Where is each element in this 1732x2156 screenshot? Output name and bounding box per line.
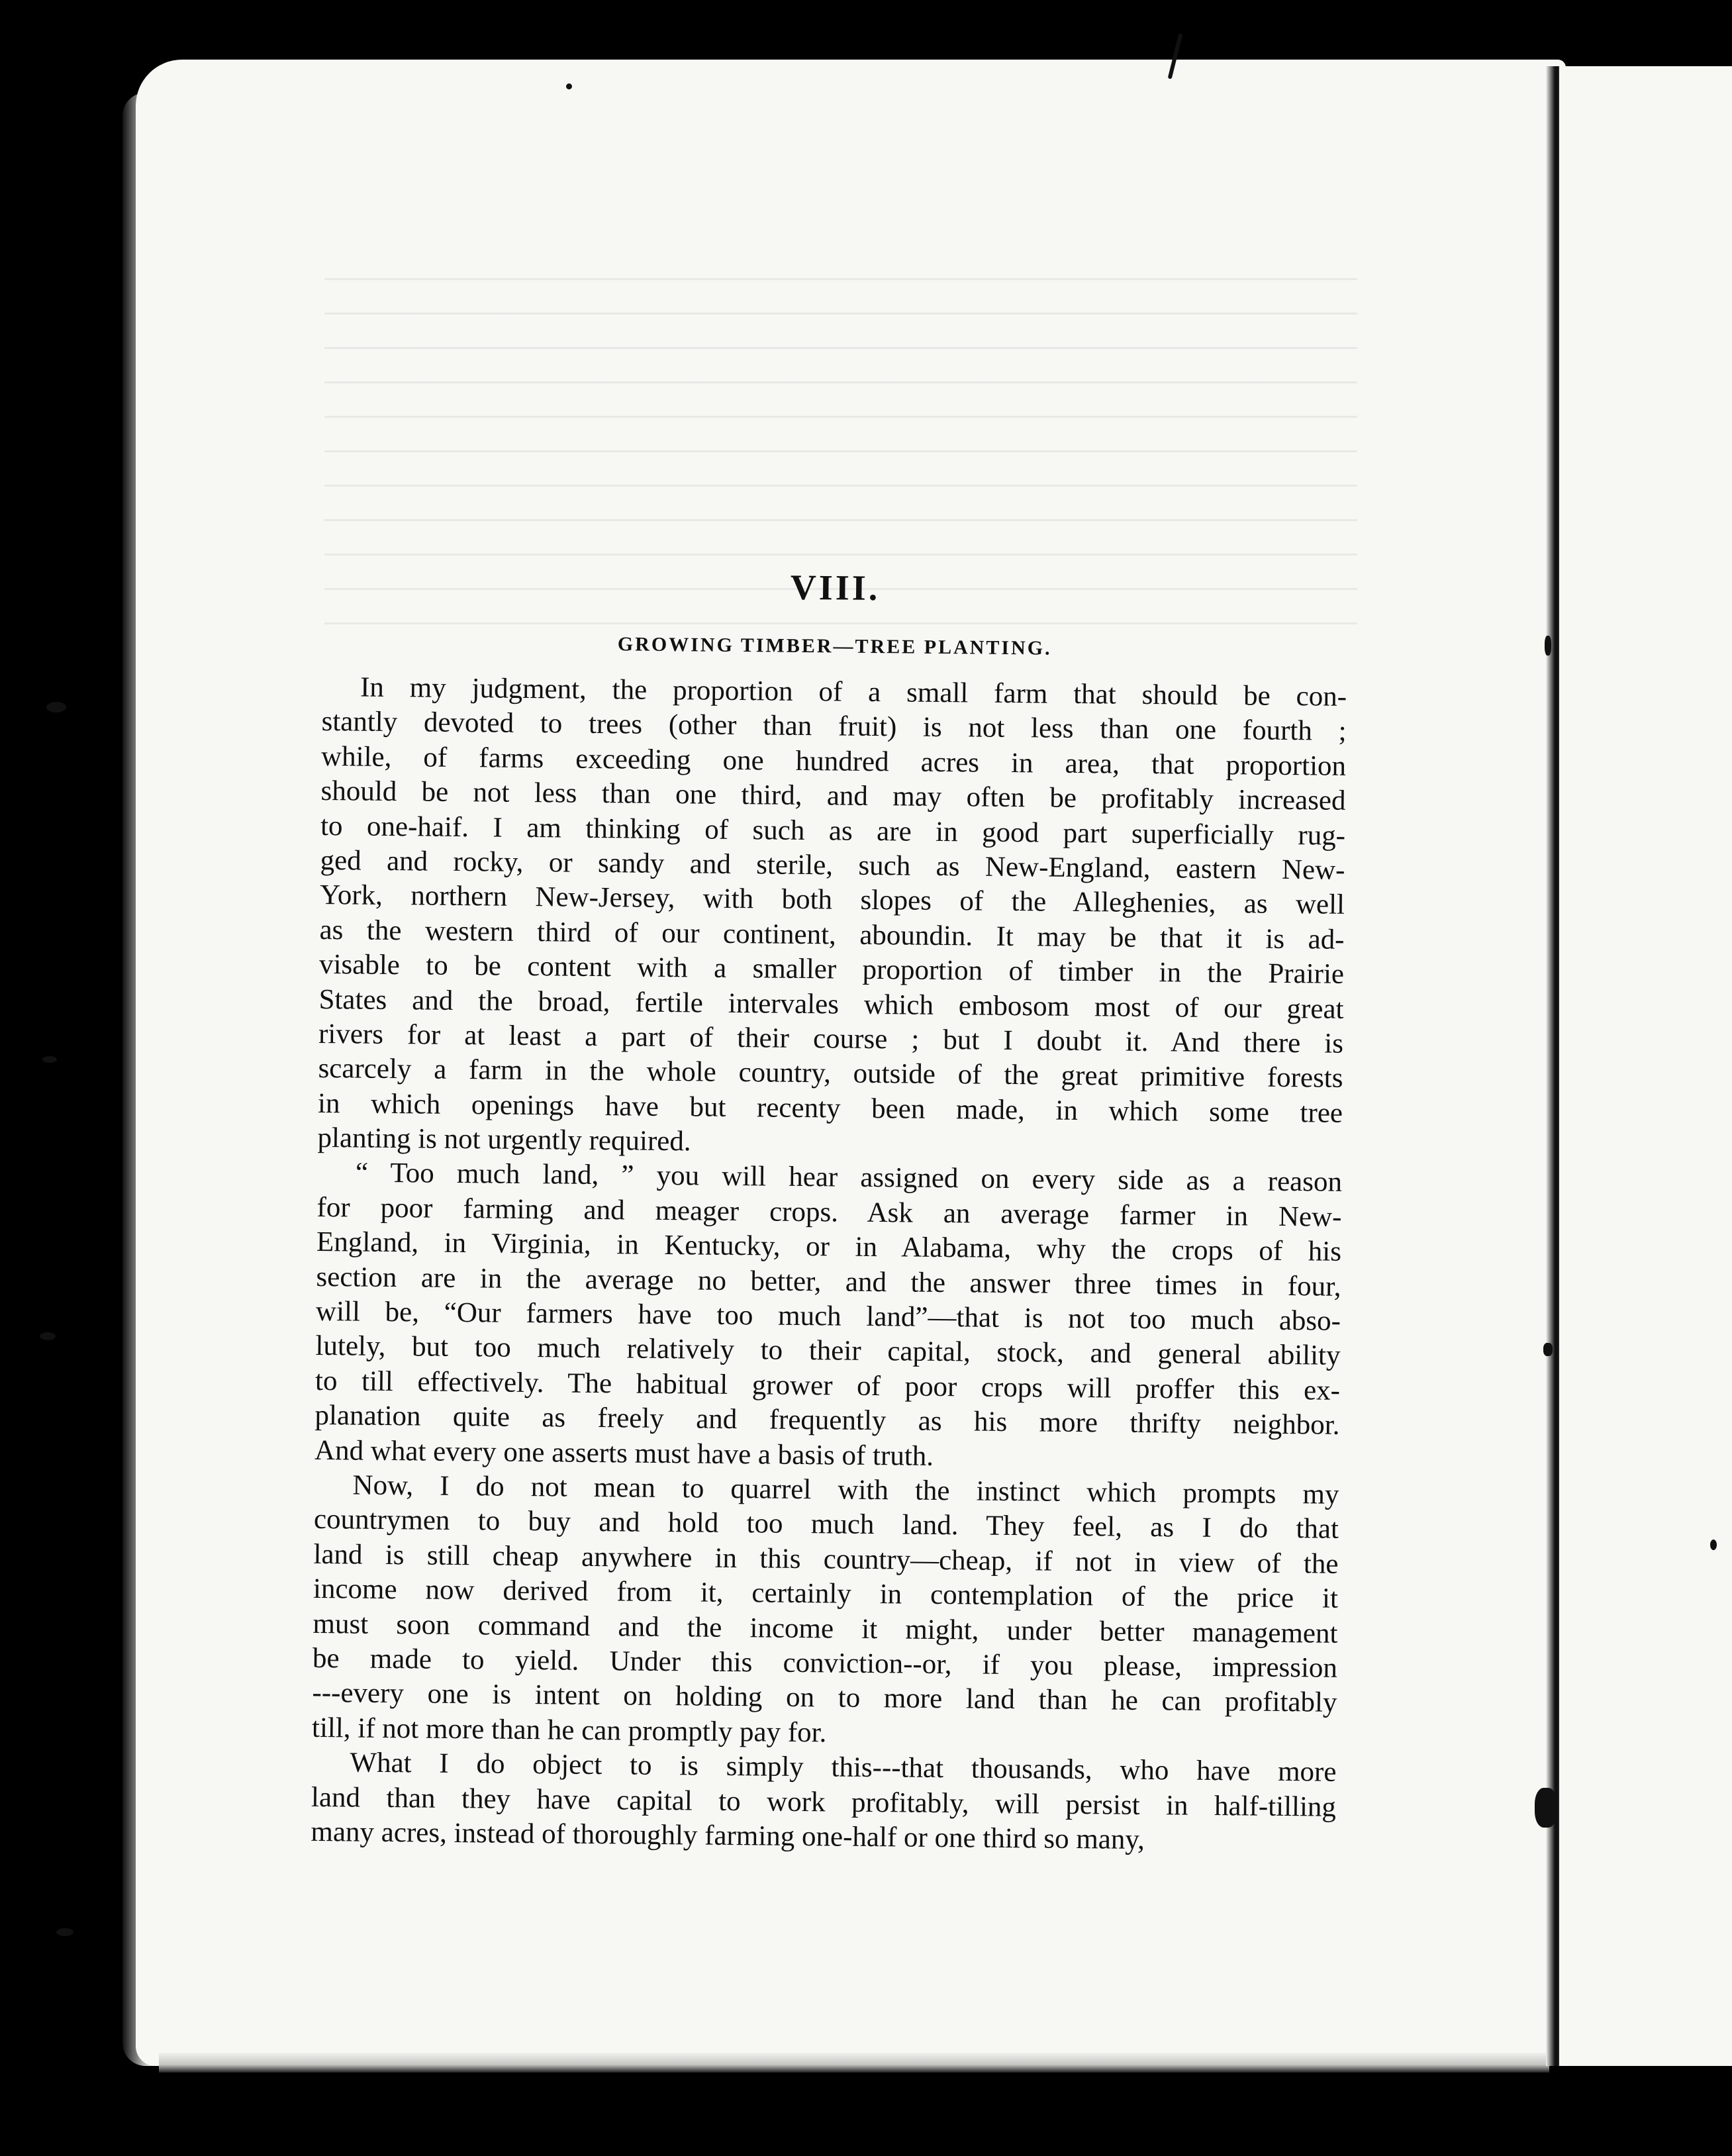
paragraph [312, 1468, 1339, 1755]
scan-speck [42, 1056, 57, 1063]
page-text-block [311, 556, 1348, 1859]
facing-page-edge [1559, 66, 1732, 2066]
scan-speck [566, 83, 572, 89]
text-line: ---every one is intent on holding on to more land than he can profitably [312, 1677, 1337, 1719]
text-line: In my judgment, the proportion of a small farm that should be con- [360, 671, 1347, 712]
text-line: York, northern New-Jersey, with both slopes of the Alleghenies, as well [319, 879, 1345, 921]
chapter-title: GROWING TIMBER—TREE PLANTING. [617, 633, 1052, 660]
scan-speck [1710, 1540, 1717, 1550]
paragraph [311, 1745, 1336, 1859]
text-line: till, if not more than he can promptly pay for. [311, 1712, 827, 1749]
text-line: planation quite as freely and frequently as his more thrifty neighbor. [314, 1400, 1340, 1442]
page-bottom-edge [159, 2053, 1549, 2073]
text-line: planting is not urgently required. [317, 1122, 691, 1157]
chapter-body [311, 670, 1347, 1859]
text-line: be made to yield. Under this conviction--or, if you please, impression [312, 1642, 1338, 1684]
paragraph [317, 670, 1347, 1165]
text-line: to one-haif. I am thinking of such as are in good part superficially rug- [320, 810, 1346, 852]
text-line: many acres, instead of thoroughly farming one-half or one third so many, [311, 1816, 1145, 1855]
text-line: What I do object to is simply this---that thousands, who have more [350, 1747, 1337, 1788]
scan-speck [1535, 1788, 1557, 1828]
text-line: to till effectively. The habitual grower of poor crops will proffer this ex- [314, 1365, 1341, 1406]
text-line: “ Too much land, ” you will hear assigned on every side as a reason [355, 1157, 1343, 1199]
scan-speck [46, 702, 66, 712]
text-line: will be, “Our farmers have too much land”—that is not too much abso- [315, 1295, 1341, 1337]
text-line: must soon command and the income it might, under better management [313, 1608, 1338, 1649]
text-line: lutely, but too much relatively to their capital, stock, and general ability [315, 1330, 1341, 1372]
text-line: for poor farming and meager crops. Ask an average farmer in New- [316, 1191, 1342, 1233]
chapter-number: VIII. [790, 567, 881, 609]
text-line: countrymen to buy and hold too much land. They feel, as I do that [313, 1504, 1339, 1545]
text-line: scarcely a farm in the whole country, outside of the great primitive forests [318, 1053, 1343, 1095]
text-line: States and the broad, fertile intervales which embosom most of our great [318, 983, 1344, 1025]
scan-speck [40, 1332, 56, 1340]
text-line: Now, I do not mean to quarrel with the instinct which prompts my [352, 1469, 1339, 1510]
text-line: rivers for at least a part of their course ; but I doubt it. And there is [318, 1018, 1344, 1059]
text-line: as the western third of our continent, aboundin. It may be that it is ad- [319, 914, 1345, 956]
text-line: land is still cheap anywhere in this country—cheap, if not in view of the [313, 1538, 1339, 1580]
scan-speck [1545, 636, 1551, 656]
text-line: while, of farms exceeding one hundred acres in area, that proportion [320, 740, 1347, 782]
scan-speck [56, 1928, 73, 1936]
text-line: land than they have capital to work profitably, will persist in half-tilling [311, 1781, 1337, 1823]
scan-speck [1543, 1343, 1553, 1356]
text-line: should be not less than one third, and may often be profitably increased [320, 775, 1346, 817]
text-line: And what every one asserts must have a basis of truth. [314, 1434, 934, 1472]
text-line: stantly devoted to trees (other than fruit) is not less than one fourth ; [321, 706, 1347, 748]
text-line: income now derived from it, certainly in contemplation of the price it [313, 1573, 1339, 1614]
text-line: England, in Virginia, in Kentucky, or in Alabama, why the crops of his [316, 1226, 1342, 1268]
paragraph [314, 1155, 1342, 1477]
text-line: in which openings have but recenty been made, in which some tree [317, 1087, 1343, 1129]
text-line: ged and rocky, or sandy and sterile, such as New-England, eastern New- [320, 844, 1345, 886]
text-line: section are in the average no better, and the answer three times in four, [316, 1261, 1341, 1302]
text-line: visable to be content with a smaller proportion of timber in the Prairie [318, 949, 1345, 990]
